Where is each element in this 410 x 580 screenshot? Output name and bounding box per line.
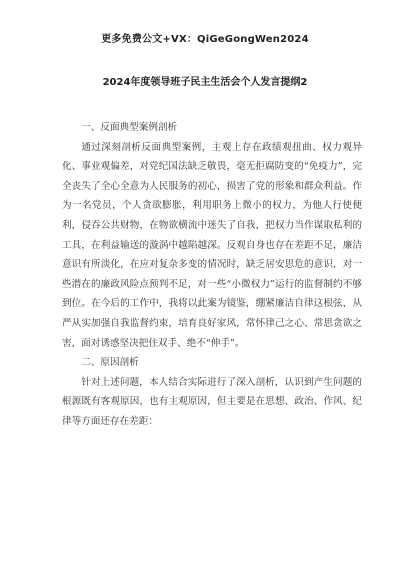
paragraph: 针对上述问题，本人结合实际进行了深入剖析，认识到产生问题的根源既有客观原因，也有主观原因，但主要是在思想、政治、作风、纪律等方面还存在差距： [62,376,362,427]
section-heading-1: 一、反面典型案例剖析 [81,122,178,133]
document-body [62,118,362,432]
document-title: 2024年度领导班子民主生活会个人发言提纲2 [102,77,308,88]
header-note: 更多免费公文+VX：QiGeGongWen2024 [101,34,309,45]
paragraph: 通过深刻剖析反面典型案例，主观上存在政绩观扭曲、权力观异化、事业观偏差，对党纪国法缺乏敬畏，毫无拒腐防变的“免疫力”，完全丧失了全心全意为人民服务的初心，损害了党的形象和群众利益。作为一名党员，个人贪欲膨胀，利用职务上微小的权力，为他人行使便利，侵吞公共财物，在物欲横流中迷失了自我，把权力当作谋取私利的工具，在利益输送的漩涡中越陷越深。反观自身也存在差距不足，廉洁意识有所淡化，在应对复杂多变的情况时，缺乏居安思危的意识，对一些潜在的廉政风险点预判不足，对一些“小微权力”运行的监督制约不够到位。在今后的工作中，我将以此案为镜鉴，绷紧廉洁自律这根弦，从严从实加强自我监督约束，培育良好家风，常怀律己之心、常思贪欲之害，面对诱惑坚决把住双手、绝不“伸手”。 [62,141,362,349]
section-heading-2: 二、原因剖析 [81,357,139,369]
